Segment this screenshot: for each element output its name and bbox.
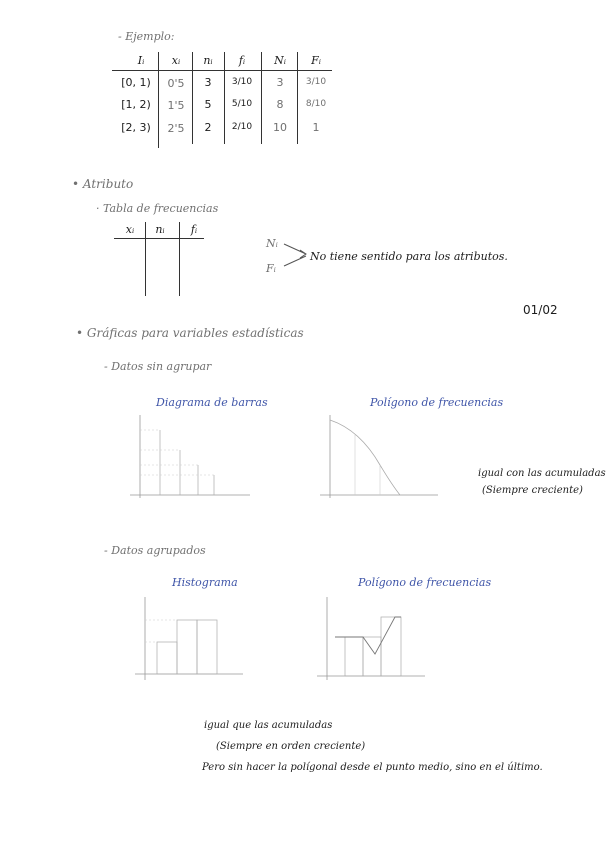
cell: 1'5 [167, 99, 185, 112]
footer-line-3: Pero sin hacer la polígonal desde el punto medio, sino en el último. [202, 762, 543, 773]
footer-line-2: (Siempre en orden creciente) [216, 741, 366, 752]
histogram-sketch [115, 592, 250, 692]
ungrouped-heading: - Datos sin agrupar [104, 360, 212, 373]
col-rule [297, 52, 298, 144]
note-label-F: Fᵢ [266, 262, 276, 275]
attribute-note: No tiene sentido para los atributos. [310, 250, 508, 263]
brace-arrow-icon [282, 240, 312, 270]
cell: [1, 2) [121, 98, 151, 111]
attribute-bullet [72, 177, 133, 191]
cell: 3 [276, 76, 284, 89]
cell: 3/10 [305, 77, 327, 87]
grouped-heading: - Datos agrupados [104, 544, 206, 557]
date-label: 01/02 [523, 303, 558, 317]
header-F: Fᵢ [311, 54, 321, 67]
attribute-sub-label: Tabla de frecuencias [103, 202, 219, 215]
cell: 8 [276, 98, 284, 111]
bar-chart-title: Diagrama de barras [156, 396, 268, 409]
cell: 1 [312, 121, 320, 134]
histogram-title: Histograma [172, 576, 238, 589]
header-x: xᵢ [171, 54, 181, 67]
poly-diagram-sketch [310, 410, 450, 510]
cell: [2, 3) [121, 121, 151, 134]
grouped-poly-sketch [305, 592, 435, 692]
side-note-2: (Siempre creciente) [482, 485, 583, 496]
col-rule [261, 52, 262, 144]
note-label-N: Nᵢ [266, 237, 278, 250]
attr-header-f: fᵢ [190, 223, 198, 236]
footer-line-1: igual que las acumuladas [204, 720, 333, 731]
cell: 2/10 [231, 122, 253, 132]
cell: 5/10 [231, 99, 253, 109]
cell: 5 [204, 98, 212, 111]
attr-col-rule [145, 222, 146, 296]
grouped-poly-title: Polígono de frecuencias [358, 576, 492, 589]
cell: 0'5 [167, 77, 185, 90]
header-N: Nᵢ [274, 54, 286, 67]
attr-col-rule [179, 222, 180, 296]
col-rule [224, 52, 225, 144]
example-heading: - Ejemplo: [118, 30, 175, 43]
bullet-dot: • [72, 177, 83, 191]
dash: · [96, 202, 103, 215]
header-f: fᵢ [238, 54, 246, 67]
bullet-dot: • [76, 326, 87, 340]
cell: 2 [204, 121, 212, 134]
header-interval: Iᵢ [137, 54, 145, 67]
cell: 8/10 [305, 99, 327, 109]
cell: 2'5 [167, 122, 185, 135]
attr-header-rule [114, 238, 204, 239]
header-n: nᵢ [203, 54, 213, 67]
bar-diagram-sketch [110, 410, 260, 510]
col-rule [192, 52, 193, 144]
graphs-bullet-label: Gráficas para variables estadísticas [86, 326, 304, 340]
attribute-sub [96, 202, 218, 215]
attribute-bullet-label: Atributo [82, 177, 134, 191]
cell: 3 [204, 76, 212, 89]
attr-header-x: xᵢ [125, 223, 135, 236]
cell: [0, 1) [121, 76, 151, 89]
cell: 10 [273, 121, 287, 134]
cell: 3/10 [231, 77, 253, 87]
header-rule [112, 70, 332, 71]
side-note-1: igual con las acumuladas [478, 468, 606, 479]
poly-chart-title: Polígono de frecuencias [370, 396, 504, 409]
graphs-bullet [76, 326, 304, 340]
col-rule [158, 52, 159, 148]
attr-header-n: nᵢ [155, 223, 165, 236]
